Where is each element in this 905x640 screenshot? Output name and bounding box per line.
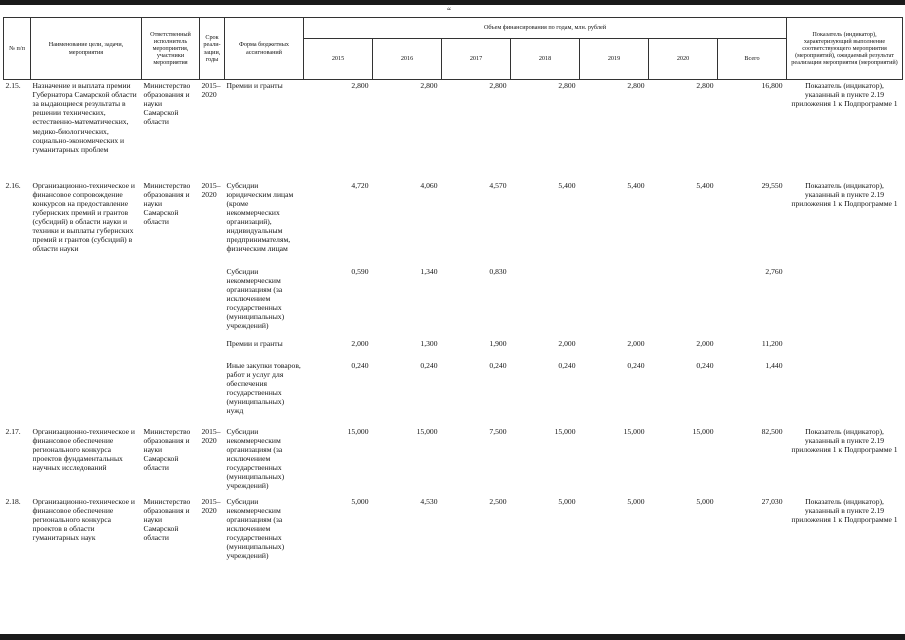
row-year-value <box>649 266 718 338</box>
table-header <box>4 18 903 80</box>
row-year-value: 2,800 <box>696 81 714 90</box>
row-period: 2015–2020 <box>201 180 221 199</box>
row-year-value: 2,000 <box>351 338 369 348</box>
row-year-value: 4,060 <box>420 180 438 190</box>
row-total-value: 82,500 <box>761 426 783 436</box>
row-form: Премии и гранты <box>226 338 283 348</box>
table-row <box>4 180 903 266</box>
row-number: 2.16. <box>5 180 21 190</box>
row-form: Субсидии некоммерческим организациям (за исключением государственных (муниципальных) учреждений) <box>226 496 285 561</box>
row-year-value: 15,000 <box>623 426 645 436</box>
row-year-value: 5,400 <box>558 180 576 190</box>
row-year-value: 2,800 <box>558 81 576 90</box>
row-year-value: 0,240 <box>627 360 645 370</box>
header-num: № п/п <box>4 18 31 80</box>
row-indicator: Показатель (индикатор), указанный в пункте 2.19 приложения 1 к Подпрограмме 1 <box>791 426 898 454</box>
row-year-value: 0,240 <box>696 360 714 370</box>
row-year-value: 2,800 <box>351 81 369 90</box>
row-number: 2.15. <box>5 81 21 90</box>
row-year-value: 15,000 <box>554 426 576 436</box>
row-year-value: 15,000 <box>347 426 369 436</box>
row-total-value: 29,550 <box>761 180 783 190</box>
row-name: Организационно-техническое и финансовое обеспечение регионального конкурса проектов в области гуманитарных наук <box>32 496 135 542</box>
row-year-value: 2,800 <box>489 81 507 90</box>
row-year-value: 0,240 <box>420 360 438 370</box>
row-year-value: 15,000 <box>692 426 714 436</box>
row-total-value: 2,760 <box>765 266 783 276</box>
row-indicator: Показатель (индикатор), указанный в пункте 2.19 приложения 1 к Подпрограмме 1 <box>791 496 898 524</box>
row-year-value: 1,300 <box>420 338 438 348</box>
row-responsible: Министерство образования и науки Самарской области <box>143 180 191 226</box>
header-form: Форма бюджетных ассигнований <box>225 18 304 80</box>
row-period: 2015–2020 <box>201 81 221 100</box>
row-name: Назначение и выплата премии Губернатора Самарской области за выдающиеся результаты в решении технических, естественно-математических, медико-биологических, социально-экономических и гуманитарных проблем <box>32 81 137 154</box>
row-form: Субсидии некоммерческим организациям (за исключением государственных (муниципальных) учреждений) <box>226 266 285 331</box>
row-year-value: 0,590 <box>351 266 369 276</box>
row-period: 2015–2020 <box>201 426 221 445</box>
row-responsible: Министерство образования и науки Самарской области <box>143 426 191 472</box>
row-year-value: 2,800 <box>627 81 645 90</box>
row-year-value: 2,800 <box>420 81 438 90</box>
row-year-value: 5,000 <box>627 496 645 506</box>
table-body <box>4 80 903 566</box>
row-year-value: 5,000 <box>558 496 576 506</box>
header-year: 2018 <box>511 39 580 80</box>
row-year-value: 2,000 <box>627 338 645 348</box>
header-year: 2019 <box>580 39 649 80</box>
header-indicator: Показатель (индикатор), характеризующий выполнение соответствующего мероприятия (мероприятий), ожидаемый результат реализации мероприятия (мероприятий) <box>787 18 903 80</box>
header-year: 2017 <box>442 39 511 80</box>
row-number: 2.17. <box>5 426 21 436</box>
row-year-value: 0,240 <box>351 360 369 370</box>
header-year: 2015 <box>304 39 373 80</box>
header-year: 2016 <box>373 39 442 80</box>
row-year-value: 1,340 <box>420 266 438 276</box>
header-funding: Объем финансирования по годам, млн. рублей <box>304 18 787 39</box>
row-year-value: 0,830 <box>489 266 507 276</box>
opening-quote-mark: “ <box>447 6 451 16</box>
row-year-value: 7,500 <box>489 426 507 436</box>
row-indicator: Показатель (индикатор), указанный в пункте 2.19 приложения 1 к Подпрограмме 1 <box>791 180 898 208</box>
row-total-value: 1,440 <box>765 360 783 370</box>
row-name: Организационно-техническое и финансовое обеспечение регионального конкурса проектов фундаментальных научных исследований <box>32 426 135 472</box>
row-year-value: 2,500 <box>489 496 507 506</box>
row-form: Субсидии юридическим лицам (кроме некоммерческих организаций), индивидуальным предпринимателям, физическим лицам <box>226 180 294 254</box>
row-year-value: 5,400 <box>627 180 645 190</box>
top-border <box>0 0 905 5</box>
row-total-value: 11,200 <box>761 338 783 348</box>
header-name: Наименование цели, задачи, мероприятия <box>31 18 142 80</box>
row-indicator: Показатель (индикатор), указанный в пункте 2.19 приложения 1 к Подпрограмме 1 <box>791 81 898 109</box>
row-year-value: 0,240 <box>489 360 507 370</box>
row-form: Премии и гранты <box>226 81 283 90</box>
financing-table <box>3 17 903 566</box>
table-row <box>4 496 903 566</box>
header-total: Всего <box>718 39 787 80</box>
table-row <box>4 80 903 180</box>
row-name: Организационно-техническое и финансовое сопровождение конкурсов на предоставление губернских премий и грантов (субсидий) в области науки и техники и выплаты губернских премий и грантов (субсидий) в области науки <box>32 180 135 254</box>
row-year-value: 2,000 <box>696 338 714 348</box>
row-period: 2015–2020 <box>201 496 221 515</box>
row-year-value: 15,000 <box>416 426 438 436</box>
row-year-value: 5,000 <box>696 496 714 506</box>
header-year: 2020 <box>649 39 718 80</box>
row-responsible: Министерство образования и науки Самарской области <box>143 496 191 542</box>
row-year-value <box>580 266 649 338</box>
row-year-value <box>511 266 580 338</box>
header-responsible: Ответственный исполнитель мероприятия, участники мероприятия <box>142 18 200 80</box>
bottom-border <box>0 634 905 640</box>
row-year-value: 4,720 <box>351 180 369 190</box>
row-year-value: 0,240 <box>558 360 576 370</box>
row-form: Субсидии некоммерческим организациям (за исключением государственных (муниципальных) учреждений) <box>226 426 285 491</box>
header-period: Срок реали-зации, годы <box>200 18 225 80</box>
row-year-value: 5,400 <box>696 180 714 190</box>
row-year-value: 4,570 <box>489 180 507 190</box>
row-year-value: 5,000 <box>351 496 369 506</box>
row-year-value: 4,530 <box>420 496 438 506</box>
row-year-value: 1,900 <box>489 338 507 348</box>
row-responsible: Министерство образования и науки Самарской области <box>143 81 191 127</box>
row-form: Иные закупки товаров, работ и услуг для обеспечения государственных (муниципальных) нужд <box>226 360 301 416</box>
table-row <box>4 426 903 496</box>
row-year-value: 2,000 <box>558 338 576 348</box>
row-total-value: 27,030 <box>761 496 783 506</box>
row-number: 2.18. <box>5 496 21 506</box>
row-total-value: 16,800 <box>761 81 783 90</box>
